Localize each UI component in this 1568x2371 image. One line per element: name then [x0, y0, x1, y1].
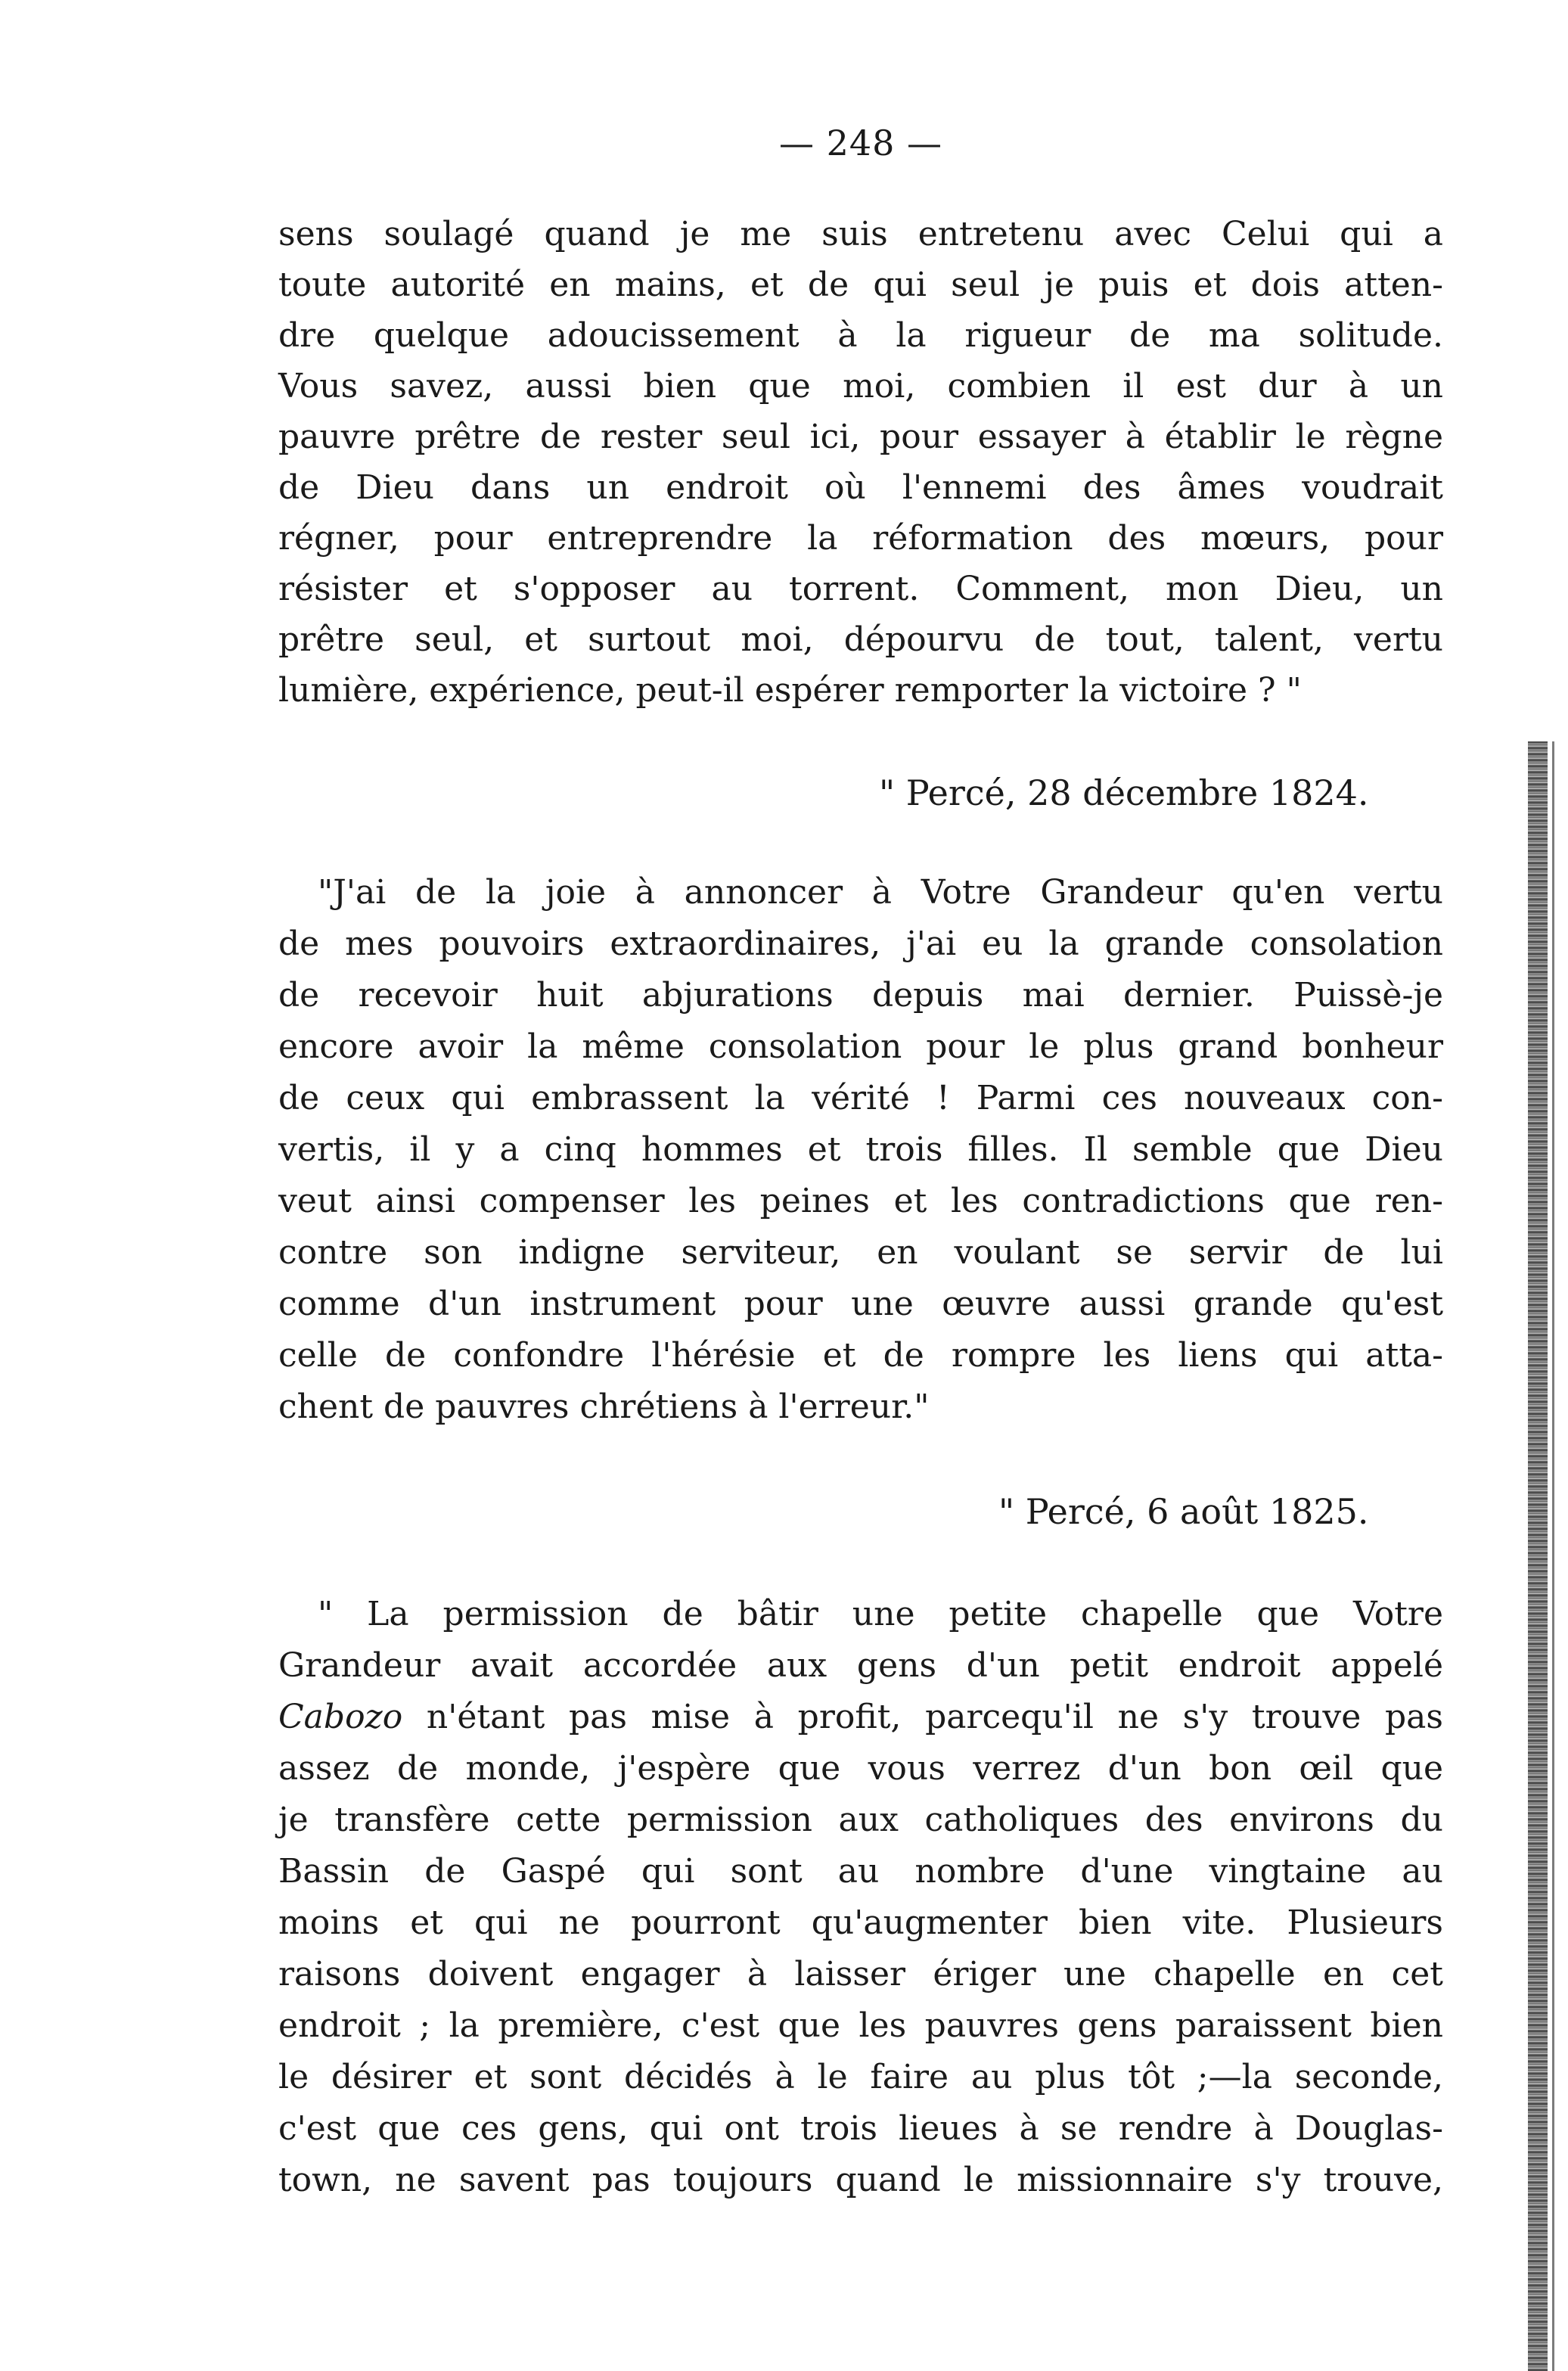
scan-page-edge [1528, 741, 1548, 2371]
text-line: c'est que ces gens, qui ont trois lieues à se rendre à Douglas- [278, 2109, 1443, 2148]
text-line: résister et s'opposer au torrent. Comment, mon Dieu, un [278, 570, 1443, 608]
text-line: le désirer et sont décidés à le faire au plus tôt ;—la seconde, [278, 2058, 1443, 2096]
text-segment: n'étant pas mise à profit, parcequ'il ne s'y trouve pas [402, 1698, 1443, 1736]
place-name: Cabozo [278, 1698, 403, 1736]
text-line: celle de confondre l'hérésie et de rompre les liens qui atta- [278, 1336, 1443, 1375]
text-line: assez de monde, j'espère que vous verrez d'un bon œil que [278, 1749, 1443, 1788]
text-line: de ceux qui embrassent la vérité ! Parmi ces nouveaux con- [278, 1079, 1443, 1117]
text-line: lumière, expérience, peut-il espérer remporter la victoire ? " [278, 671, 1302, 710]
text-line: pauvre prêtre de rester seul ici, pour essayer à établir le règne [278, 418, 1443, 456]
text-line: Grandeur avait accordée aux gens d'un petit endroit appelé [278, 1646, 1443, 1685]
text-line: je transfère cette permission aux catholiques des environs du [278, 1801, 1443, 1839]
text-line: town, ne savent pas toujours quand le missionnaire s'y trouve, [278, 2161, 1443, 2199]
text-line [278, 1695, 1443, 1740]
text-line: régner, pour entreprendre la réformation des mœurs, pour [278, 519, 1443, 558]
text-line: toute autorité en mains, et de qui seul je puis et dois atten- [278, 266, 1443, 304]
text-line: de mes pouvoirs extraordinaires, j'ai eu la grande consolation [278, 924, 1443, 963]
text-line: " La permission de bâtir une petite chapelle que Votre [318, 1595, 1443, 1633]
text-line: Bassin de Gaspé qui sont au nombre d'une vingtaine au [278, 1852, 1443, 1891]
text-line: moins et qui ne pourront qu'augmenter bien vite. Plusieurs [278, 1903, 1443, 1942]
text-line: raisons doivent engager à laisser ériger une chapelle en cet [278, 1955, 1443, 1993]
scan-page-edge-line [1552, 741, 1554, 2371]
page-number: — 248 — [779, 123, 943, 163]
text-line: prêtre seul, et surtout moi, dépourvu de tout, talent, vertu [278, 620, 1443, 659]
dateline-1825: " Percé, 6 août 1825. [998, 1491, 1369, 1532]
text-line: endroit ; la première, c'est que les pauvres gens paraissent bien [278, 2006, 1443, 2045]
text-line: veut ainsi compenser les peines et les contradictions que ren- [278, 1182, 1443, 1220]
text-line: comme d'un instrument pour une œuvre aussi grande qu'est [278, 1285, 1443, 1323]
text-line: dre quelque adoucissement à la rigueur de ma solitude. [278, 316, 1443, 355]
text-line: encore avoir la même consolation pour le plus grand bonheur [278, 1027, 1443, 1066]
text-line: contre son indigne serviteur, en voulant se servir de lui [278, 1233, 1443, 1272]
text-line: de recevoir huit abjurations depuis mai dernier. Puissè-je [278, 976, 1443, 1015]
text-line: sens soulagé quand je me suis entretenu avec Celui qui a [278, 215, 1443, 253]
text-line: Vous savez, aussi bien que moi, combien il est dur à un [278, 367, 1443, 406]
dateline-1824: " Percé, 28 décembre 1824. [879, 772, 1369, 813]
text-line: chent de pauvres chrétiens à l'erreur." [278, 1387, 930, 1426]
text-line: vertis, il y a cinq hommes et trois filles. Il semble que Dieu [278, 1130, 1443, 1169]
text-line: "J'ai de la joie à annoncer à Votre Grandeur qu'en vertu [318, 873, 1443, 912]
text-line: de Dieu dans un endroit où l'ennemi des âmes voudrait [278, 468, 1443, 507]
